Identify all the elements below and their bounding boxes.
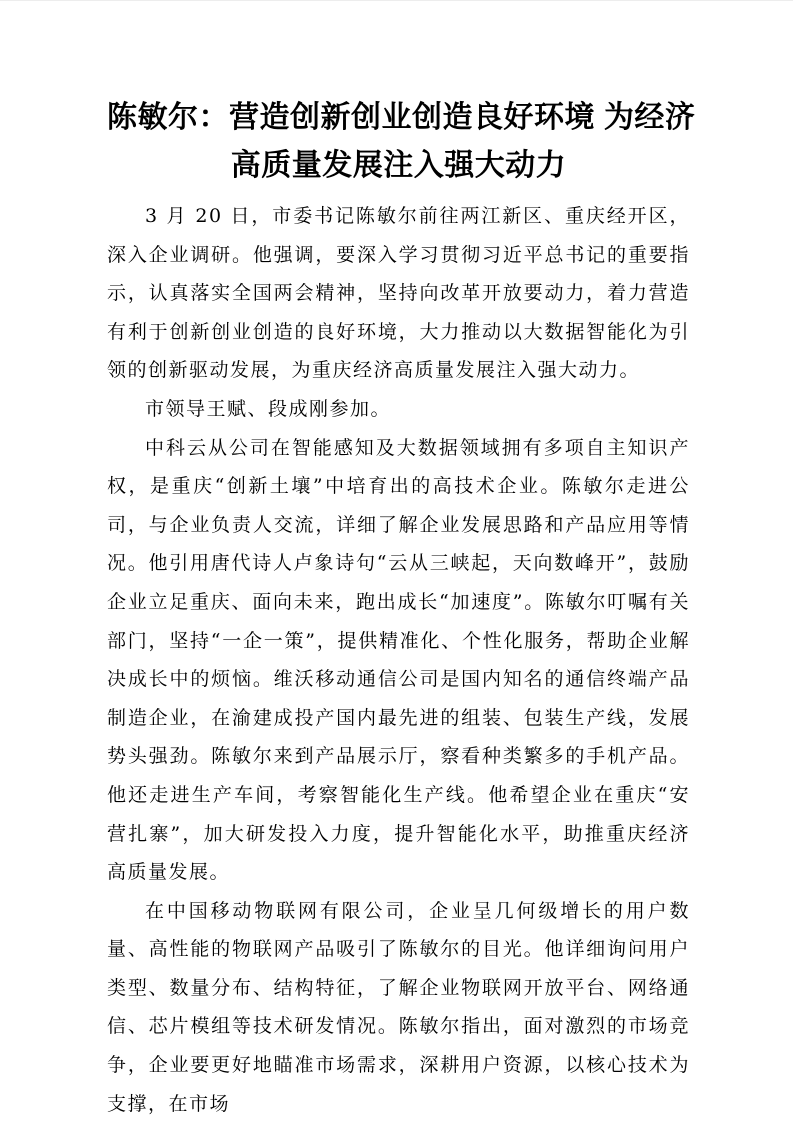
paragraph-company-visits: 中科云从公司在智能感知及大数据领域拥有多项自主知识产权，是重庆“创新土壤”中培育出的高技术企业。陈敏尔走进公司，与企业负责人交流，详细了解企业发展思路和产品应用等情况。他引用唐代诗人卢象诗句“云从三峡起，天向数峰开”，鼓励企业立足重庆、面向未来，跑出成长“加速度”。陈敏尔叮嘱有关部门，坚持“一企一策”，提供精准化、个性化服务，帮助企业解决成长中的烦恼。维沃移动通信公司是国内知名的通信终端产品制造企业，在渝建成投产国内最先进的组装、包装生产线，发展势头强劲。陈敏尔来到产品展示厅，察看种类繁多的手机产品。他还走进生产车间，考察智能化生产线。他希望企业在重庆“安营扎寨”，加大研发投入力度，提升智能化水平，助推重庆经济高质量发展。	[107, 436, 690, 884]
paragraph-lede: 3 月 20 日，市委书记陈敏尔前往两江新区、重庆经开区，深入企业调研。他强调，要深入学习贯彻习近平总书记的重要指示，认真落实全国两会精神，坚持向改革开放要动力，着力营造有利于创新创业创造的良好环境，大力推动以大数据智能化为引领的创新驱动发展，为重庆经济高质量发展注入强大动力。	[107, 205, 690, 382]
page-title-line-2: 高质量发展注入强大动力	[230, 149, 567, 182]
document-body	[107, 197, 690, 1122]
page-title	[107, 94, 696, 190]
paragraph-iot-visit: 在中国移动物联网有限公司，企业呈几何级增长的用户数量、高性能的物联网产品吸引了陈敏尔的目光。他详细询问用户类型、数量分布、结构特征，了解企业物联网开放平台、网络通信、芯片模组等技术研发情况。陈敏尔指出，面对激烈的市场竞争，企业要更好地瞄准市场需求，深耕用户资源，以核心技术为支撑，在市场	[107, 899, 690, 1115]
page-title-line-1: 陈敏尔：营造创新创业创造良好环境 为经济	[107, 101, 696, 134]
paragraph-attendees: 市领导王赋、段成刚参加。	[145, 397, 392, 420]
